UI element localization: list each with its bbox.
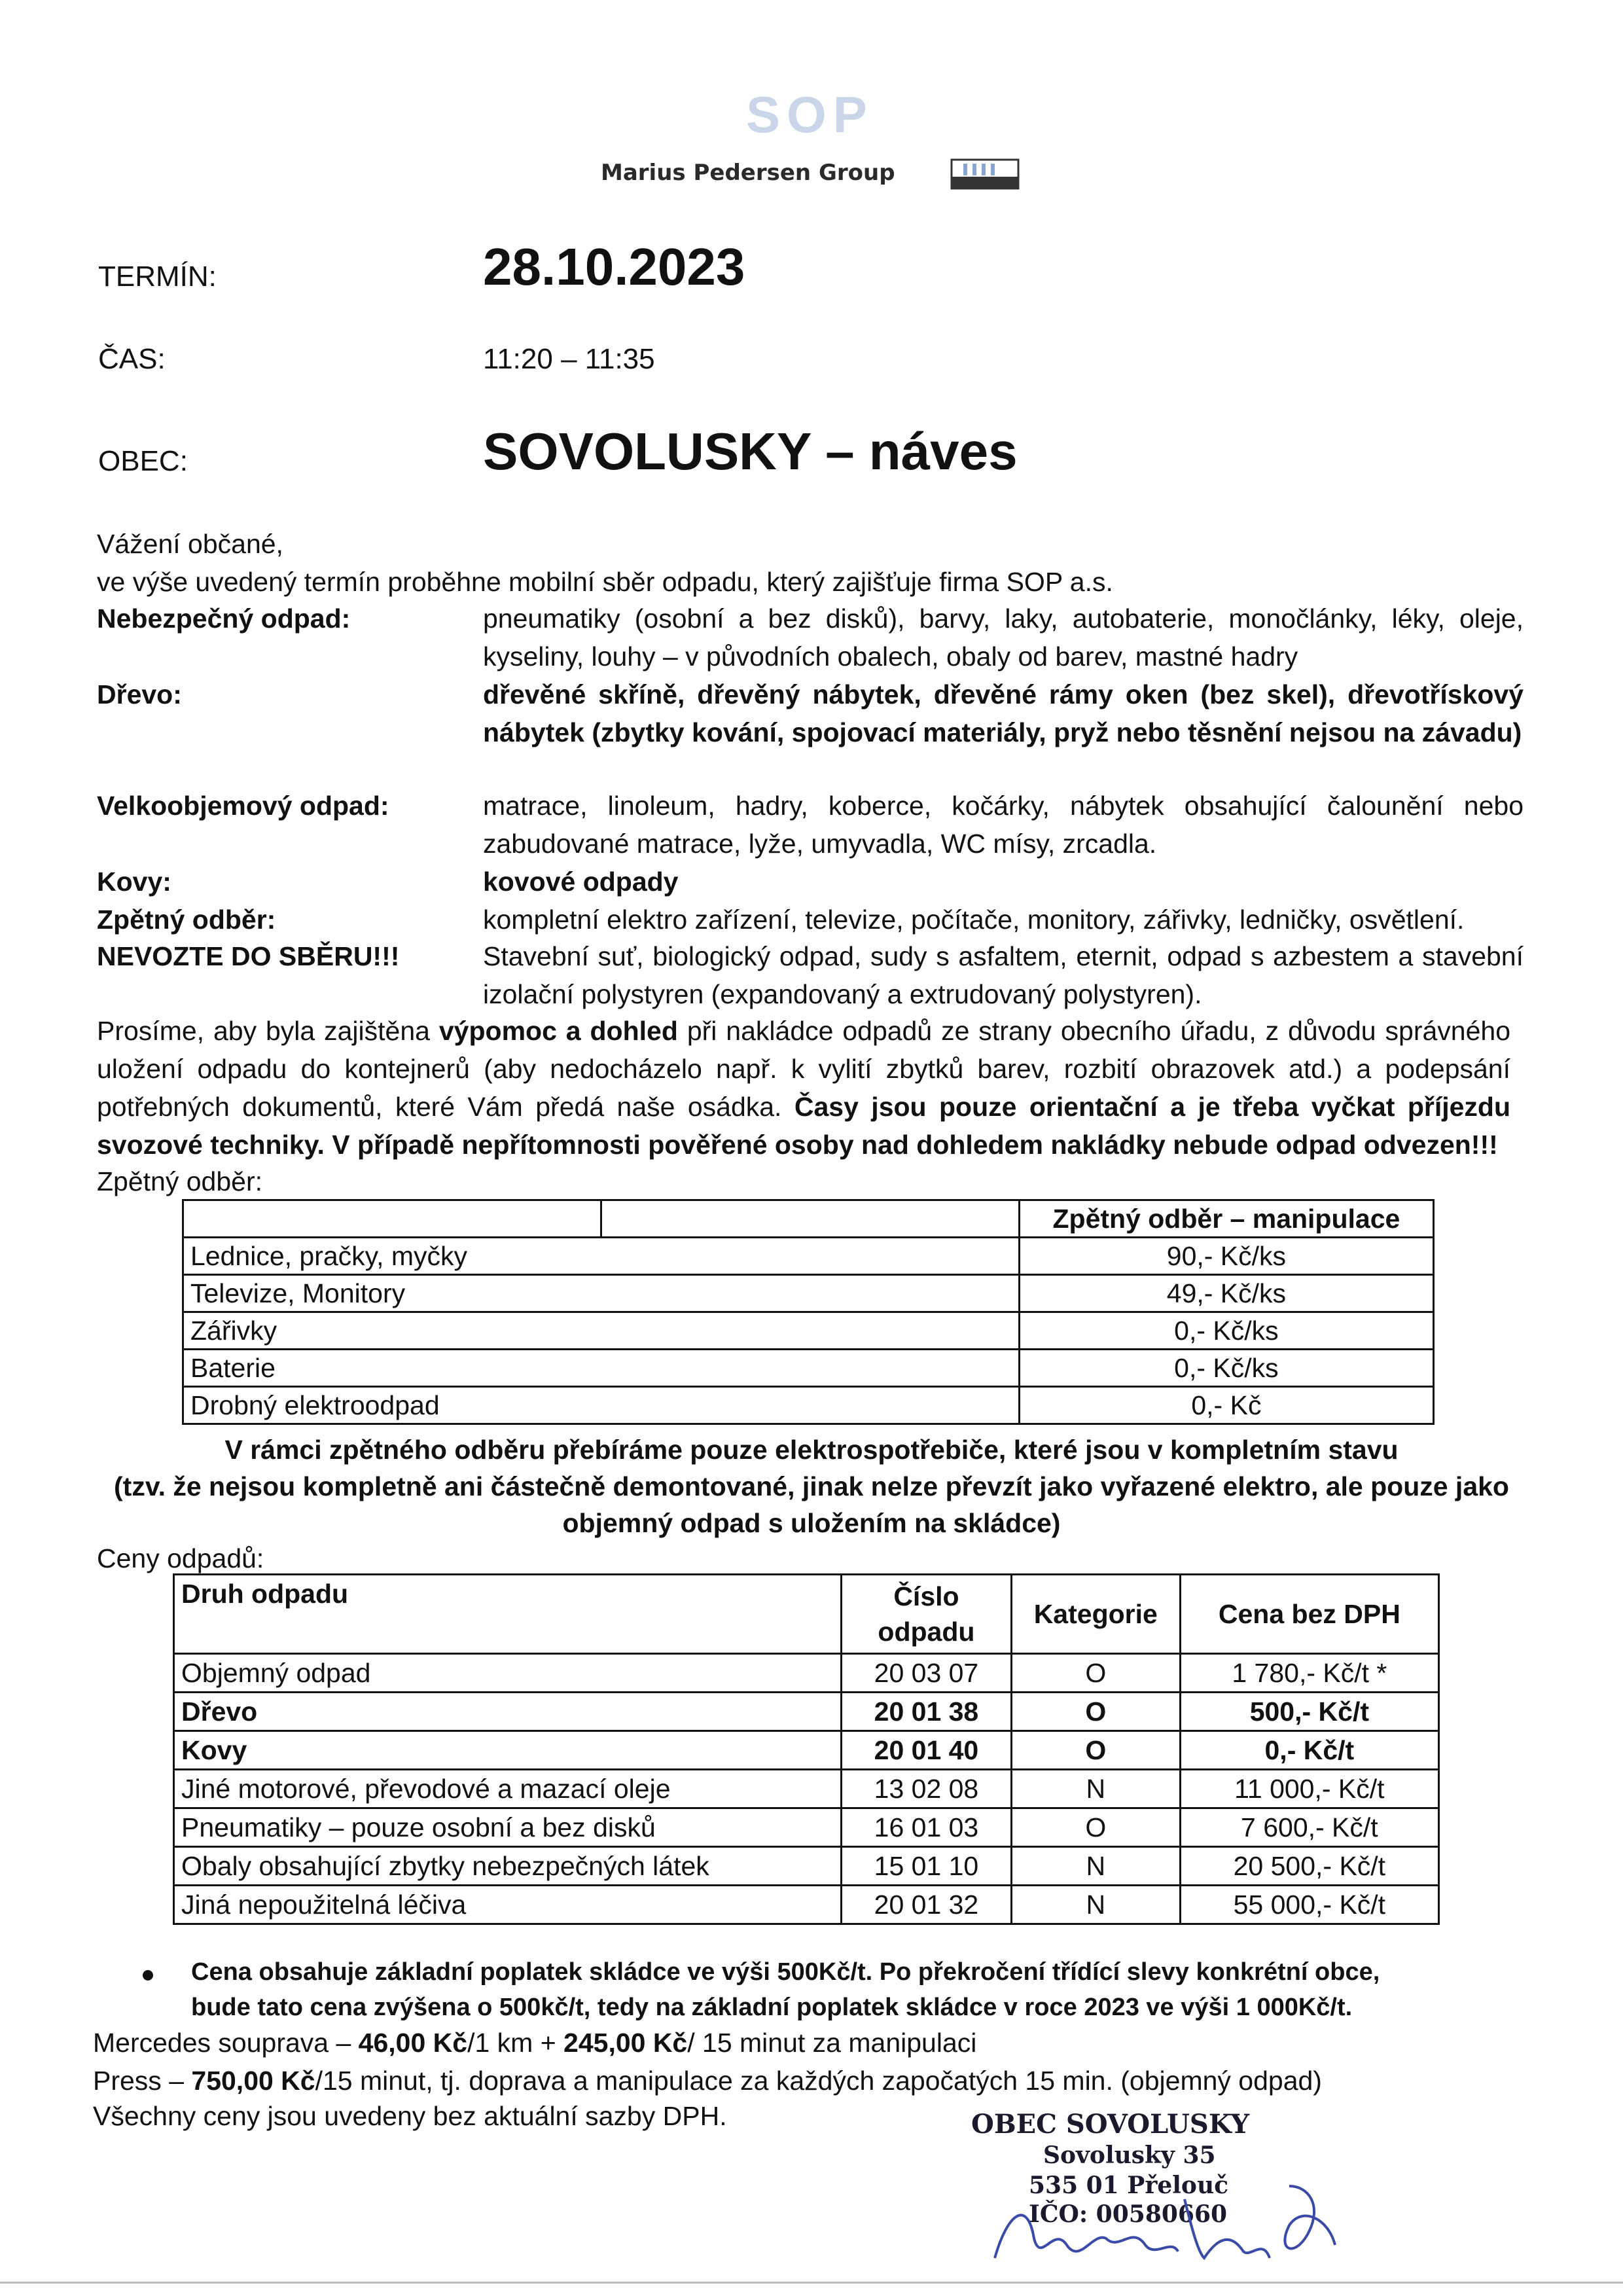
stamp-address: Sovolusky 35 [1043, 2142, 1216, 2169]
table-row [183, 1312, 1434, 1350]
zpetny-table [182, 1199, 1435, 1425]
zpetny-price: 90,- Kč/ks [1019, 1238, 1433, 1275]
table-row [183, 1350, 1434, 1387]
zpetny-item: Baterie [183, 1350, 601, 1387]
cell-cena: 0,- Kč/t [1180, 1731, 1438, 1770]
category-label: Kovy: [97, 867, 171, 897]
cell-druh: Dřevo [174, 1693, 842, 1731]
header-druh: Druh odpadu [174, 1575, 842, 1654]
table-header-row [183, 1200, 1434, 1238]
zpetny-item: Drobný elektroodpad [183, 1387, 601, 1424]
cell-cena: 1 780,- Kč/t * [1180, 1654, 1438, 1693]
cell-kategorie: N [1011, 1847, 1180, 1886]
category-label: Zpětný odběr: [97, 905, 276, 935]
cell-kategorie: O [1011, 1693, 1180, 1731]
zpetny-price: 49,- Kč/ks [1019, 1275, 1433, 1312]
category-text: kovové odpady [483, 867, 679, 897]
zpetny-note: V rámci zpětného odběru přebíráme pouze elektrospotřebiče, které jsou v kompletním stavu [224, 1435, 1399, 1465]
category-label: Dřevo: [97, 679, 182, 709]
cell-kategorie: O [1011, 1731, 1180, 1770]
zpetny-note: (tzv. že nejsou kompletně ani částečně demontované, jinak nelze převzít jako vyřazené elektro, ale pouze jako [114, 1471, 1509, 1501]
termin-value: 28.10.2023 [483, 238, 745, 296]
zpetny-title: Zpětný odběr: [97, 1166, 262, 1196]
cell-kategorie: O [1011, 1654, 1180, 1693]
cell-druh: Jiné motorové, převodové a mazací oleje [174, 1770, 842, 1808]
cell-cislo: 20 01 32 [842, 1886, 1012, 1924]
signature-icon [982, 2160, 1348, 2278]
cell-kategorie: N [1011, 1770, 1180, 1808]
cell-cislo: 15 01 10 [842, 1847, 1012, 1886]
category-text: dřevěné skříně, dřevěný nábytek, dřevěné rámy oken (bez skel), dřevotřískový nábytek (zbytky kování, spojovací materiály, pryž nebo těsnění nejsou na závadu) [483, 679, 1524, 747]
zpetny-header: Zpětný odběr – manipulace [1019, 1200, 1433, 1238]
termin-label: TERMÍN: [98, 260, 217, 293]
greeting: Vážení občané, [97, 529, 283, 559]
table-row [174, 1654, 1439, 1693]
category-label: Nebezpečný odpad: [97, 603, 351, 634]
zpetny-item: Lednice, pračky, myčky [183, 1238, 601, 1275]
cell-cislo: 20 03 07 [842, 1654, 1012, 1693]
cell-druh: Objemný odpad [174, 1654, 842, 1693]
zpetny-note: objemný odpad s uložením na skládce) [562, 1508, 1061, 1538]
prices-without-vat: Všechny ceny jsou uvedeny bez aktuální sazby DPH. [93, 2101, 727, 2131]
footnote-line: bude tato cena zvýšena o 500kč/t, tedy na základní poplatek skládce v roce 2023 ve výši 1 000Kč/t. [191, 1994, 1353, 2021]
category-label: Velkoobjemový odpad: [97, 791, 389, 821]
zpetny-price: 0,- Kč/ks [1019, 1350, 1433, 1387]
stamp-ico: IČO: 00580660 [1029, 2200, 1228, 2228]
cell-cena: 20 500,- Kč/t [1180, 1847, 1438, 1886]
cell-druh: Obaly obsahující zbytky nebezpečných látek [174, 1847, 842, 1886]
cell-druh: Kovy [174, 1731, 842, 1770]
table-row [174, 1886, 1439, 1924]
zpetny-price: 0,- Kč [1019, 1387, 1433, 1424]
intro-line: ve výše uvedený termín proběhne mobilní sběr odpadu, který zajišťuje firma SOP a.s. [97, 567, 1113, 597]
header-cislo: Číslo odpadu [842, 1575, 1012, 1654]
cas-label: ČAS: [98, 343, 166, 375]
marius-pedersen-logo-icon [950, 157, 1020, 191]
transport-press: Press – 750,00 Kč/15 minut, tj. doprava a manipulace za každých započatých 15 min. (objemný odpad) [93, 2066, 1322, 2096]
stamp-city: 535 01 Přelouč [1029, 2172, 1229, 2199]
cell-cislo: 20 01 40 [842, 1731, 1012, 1770]
cell-cena: 500,- Kč/t [1180, 1693, 1438, 1731]
page-bottom-divider [0, 2282, 1623, 2284]
bullet-icon [143, 1970, 153, 1981]
table-row [183, 1238, 1434, 1275]
zpetny-price: 0,- Kč/ks [1019, 1312, 1433, 1350]
table-header-row [174, 1575, 1439, 1654]
notice-paragraph: Prosíme, aby byla zajištěna výpomoc a dohled při nakládce odpadů ze strany obecního úřadu, z důvodu správného uložení odpadu do kontejnerů (aby nedocházelo např. k vylití zbytků barev, rozbití obrazovek atd.) a podepsání potřebných dokumentů, které Vám předá naše osádka. Časy jsou pouze orientační a je třeba vyčkat příjezdu svozové techniky. V případě nepřítomnosti pověřené osoby nad dohledem nakládky nebude odpad odvezen!!! [97, 1016, 1510, 1160]
cell-druh: Jiná nepoužitelná léčiva [174, 1886, 842, 1924]
table-row [183, 1387, 1434, 1424]
zpetny-item: Televize, Monitory [183, 1275, 601, 1312]
cell-cislo: 13 02 08 [842, 1770, 1012, 1808]
table-row [183, 1275, 1434, 1312]
cell-cena: 11 000,- Kč/t [1180, 1770, 1438, 1808]
logo-group-name: Marius Pedersen Group [601, 160, 895, 186]
cas-value: 11:20 – 11:35 [483, 343, 655, 375]
category-text: matrace, linoleum, hadry, koberce, kočárky, nábytek obsahující čalounění nebo zabudované matrace, lyže, umyvadla, WC mísy, zrcadla. [483, 791, 1524, 859]
header-kategorie: Kategorie [1011, 1575, 1180, 1654]
cell-cena: 7 600,- Kč/t [1180, 1808, 1438, 1847]
category-text: pneumatiky (osobní a bez disků), barvy, laky, autobaterie, monočlánky, léky, oleje, kyseliny, louhy – v původních obalech, obaly od barev, mastné hadry [483, 603, 1524, 672]
obec-value: SOVOLUSKY – náves [483, 422, 1018, 480]
category-text: kompletní elektro zařízení, televize, počítače, monitory, zářivky, ledničky, osvětlení. [483, 905, 1465, 935]
table-row [174, 1808, 1439, 1847]
cell-kategorie: N [1011, 1886, 1180, 1924]
cell-druh: Pneumatiky – pouze osobní a bez disků [174, 1808, 842, 1847]
ceny-table [173, 1573, 1440, 1925]
zpetny-item: Zářivky [183, 1312, 601, 1350]
sop-logo: SOP [746, 86, 874, 143]
cell-kategorie: O [1011, 1808, 1180, 1847]
header-cena: Cena bez DPH [1180, 1575, 1438, 1654]
table-row [174, 1731, 1439, 1770]
ceny-title: Ceny odpadů: [97, 1543, 264, 1573]
transport-mercedes: Mercedes souprava – 46,00 Kč/1 km + 245,00 Kč/ 15 minut za manipulaci [93, 2028, 977, 2058]
table-row [174, 1770, 1439, 1808]
category-text: Stavební suť, biologický odpad, sudy s asfaltem, eternit, odpad s azbestem a stavební izolační polystyren (expandovaný a extrudovaný polystyren). [483, 941, 1524, 1009]
cell-cislo: 16 01 03 [842, 1808, 1012, 1847]
table-row [174, 1847, 1439, 1886]
category-label: NEVOZTE DO SBĚRU!!! [97, 941, 400, 971]
cell-cislo: 20 01 38 [842, 1693, 1012, 1731]
cell-cena: 55 000,- Kč/t [1180, 1886, 1438, 1924]
stamp-title: OBEC SOVOLUSKY [971, 2109, 1250, 2140]
footnote-line: Cena obsahuje základní poplatek skládce ve výši 500Kč/t. Po překročení třídící slevy konkrétní obce, [191, 1958, 1380, 1986]
table-row [174, 1693, 1439, 1731]
obec-label: OBEC: [98, 445, 188, 477]
